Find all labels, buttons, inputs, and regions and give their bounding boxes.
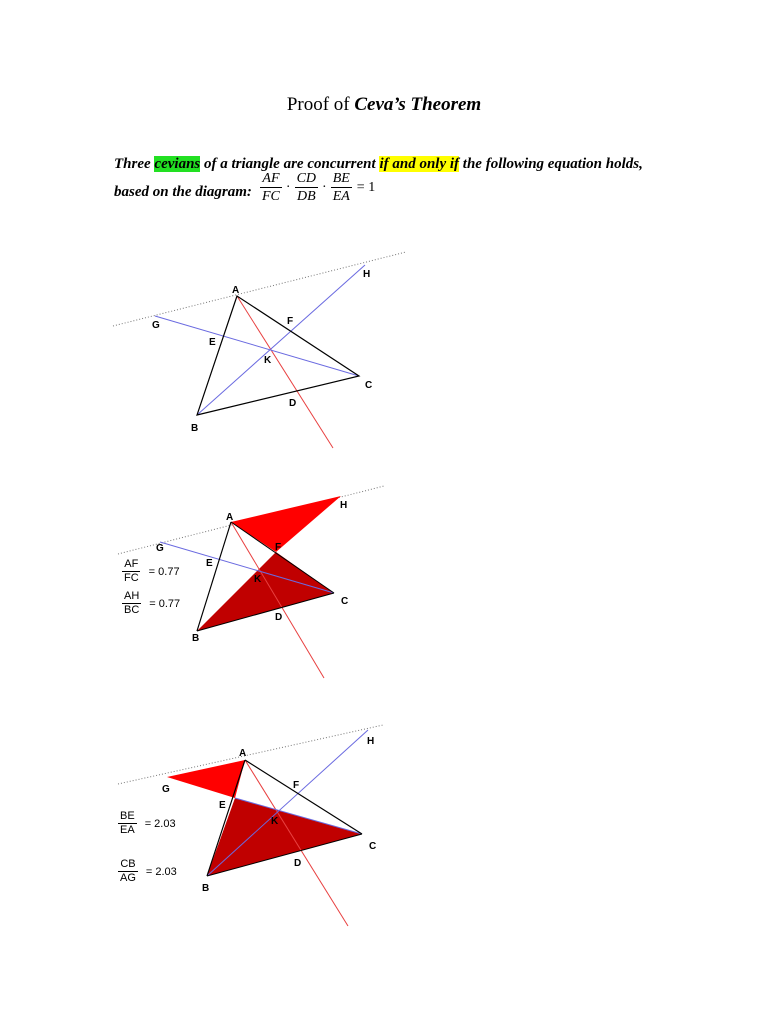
triangle-afh-bright (231, 496, 341, 552)
ratio-fraction (122, 558, 141, 585)
fraction-denominator: FC (124, 572, 139, 584)
ratio-fraction (118, 858, 138, 885)
label-a: A (239, 748, 247, 759)
label-k: K (271, 816, 279, 827)
label-b: B (191, 423, 199, 434)
fraction-numerator: AH (124, 590, 140, 602)
fraction-denominator: FC (262, 189, 280, 204)
label-d: D (294, 858, 302, 869)
statement-part1: Three (114, 156, 151, 172)
label-a: A (226, 512, 234, 523)
triangle-abc (197, 296, 359, 415)
parallel-line-dotted (113, 252, 406, 326)
fraction-numerator: BE (120, 810, 135, 822)
fraction-numerator: AF (262, 171, 280, 186)
fraction-denominator: AG (120, 872, 136, 884)
title-theorem: Ceva’s Theorem (354, 94, 482, 115)
cevian-ce (155, 316, 359, 376)
ratio-fraction (118, 810, 137, 837)
fraction-denominator: BC (124, 604, 140, 616)
label-f: F (293, 780, 300, 791)
label-k: K (254, 574, 262, 585)
label-f: F (287, 316, 294, 327)
title-prefix: Proof of (286, 94, 350, 115)
statement-line2: based on the diagram: (114, 184, 252, 200)
figure-1 (113, 252, 406, 448)
label-e: E (219, 800, 226, 811)
label-h: H (363, 269, 371, 280)
ratio-cb-ag (116, 858, 177, 885)
fraction-denominator: EA (120, 824, 135, 836)
ratio-value: = 2.03 (144, 817, 176, 830)
label-b: B (202, 883, 210, 894)
multiply-dot: · (322, 179, 327, 195)
label-g: G (156, 543, 164, 554)
fraction-numerator: BE (332, 171, 350, 186)
ratio-value: = 0.77 (149, 597, 181, 610)
label-a: A (232, 285, 240, 296)
triangle-bec-dark (207, 798, 362, 876)
label-c: C (369, 841, 377, 852)
label-h: H (367, 736, 375, 747)
label-d: D (289, 398, 297, 409)
label-c: C (341, 596, 349, 607)
ratio-af-fc (120, 558, 180, 585)
fraction-numerator: CD (296, 171, 317, 186)
label-g: G (152, 320, 160, 331)
label-g: G (162, 784, 170, 795)
multiply-dot: · (285, 179, 291, 195)
parallel-line-dotted (118, 725, 383, 784)
iff-highlight: if and only if (379, 156, 460, 172)
label-k: K (264, 355, 272, 366)
fraction-numerator: CB (120, 858, 136, 870)
cevians-highlight: cevians (154, 156, 201, 172)
label-f: F (275, 542, 282, 553)
label-e: E (206, 558, 213, 569)
statement-part2: of a triangle are concurrent (204, 156, 376, 172)
fraction-denominator: EA (332, 189, 350, 204)
ratio-ah-bc (120, 590, 180, 617)
ratio-fraction (122, 590, 141, 617)
ratio-value: = 2.03 (145, 865, 177, 878)
statement-part3: the following equation holds, (462, 156, 643, 172)
fraction-numerator: AF (124, 558, 139, 570)
label-h: H (340, 500, 348, 511)
cevian-ad (237, 296, 333, 448)
equation-rhs: = 1 (356, 179, 376, 195)
ratio-be-ea (116, 810, 176, 837)
label-b: B (192, 633, 200, 644)
ratio-value: = 0.77 (148, 565, 180, 578)
label-c: C (365, 380, 373, 391)
fraction-denominator: DB (296, 189, 316, 204)
label-e: E (209, 337, 216, 348)
label-d: D (275, 612, 283, 623)
triangle-age-bright (167, 760, 245, 798)
